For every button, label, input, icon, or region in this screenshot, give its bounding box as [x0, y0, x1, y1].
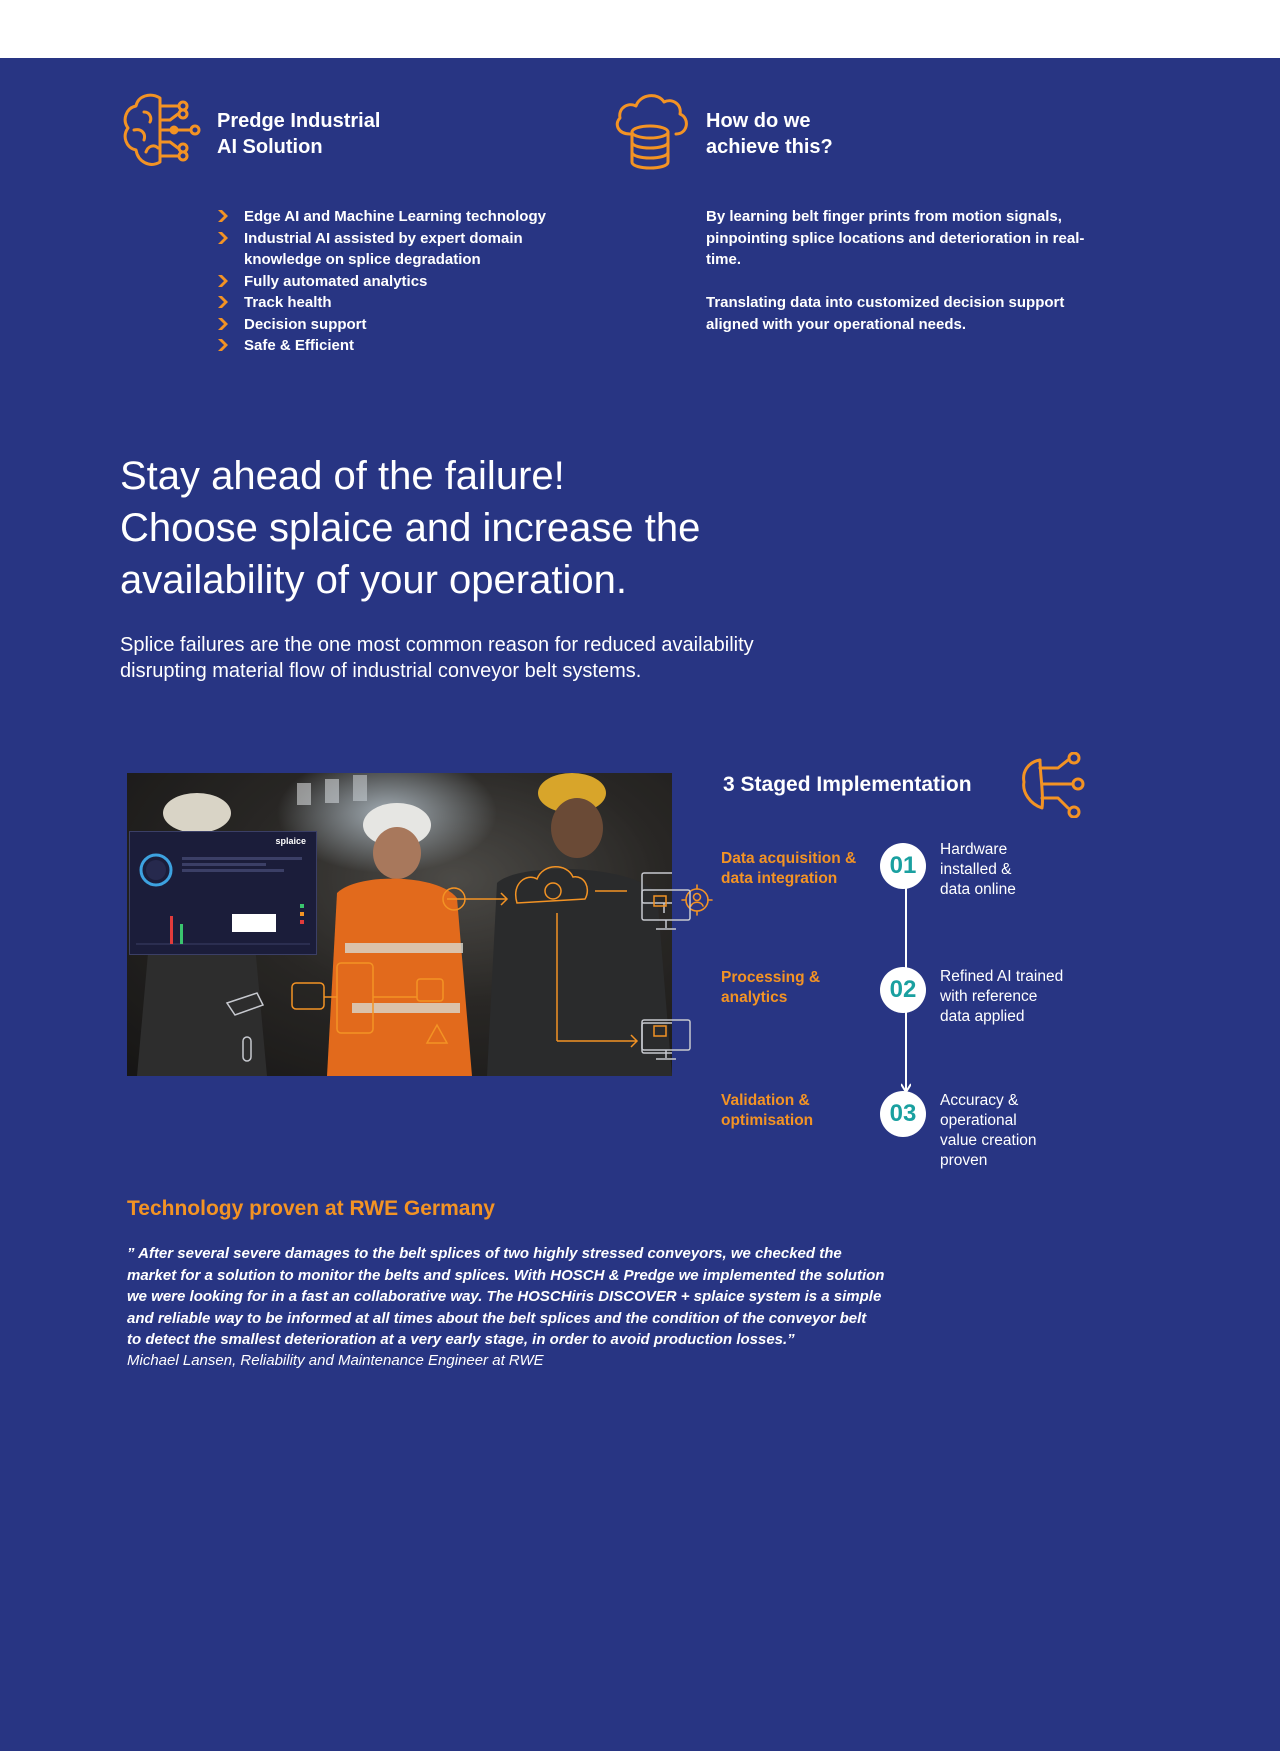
approach-title: How do we achieve this?	[706, 110, 833, 158]
testimonial-quote: ” After several severe damages to the belt splices of two highly stressed conveyors, we checked the market for a solution to monitor the belts and splices. With HOSCH & Predge we implemented the solution we were looking for in a fast an collaborative way. The HOSCHiris DISCOVER + splaice system is a simple and reliable way to be informed at all times about the belt splices and the condition of the conveyor belt to detect the smallest deterioration at a very early stage, in order to avoid production losses.”	[127, 1245, 885, 1348]
solution-title: Predge Industrial AI Solution	[217, 110, 381, 158]
dashboard-brand: splaice	[275, 836, 306, 846]
implementation-title: 3 Staged Implementation	[723, 773, 972, 796]
stage-label: Data acquisition & data integration	[721, 850, 857, 887]
monitor-icon	[640, 888, 692, 932]
stage-number: 01	[880, 843, 926, 889]
approach-paragraph: By learning belt finger prints from motion signals, pinpointing splice locations and deterioration in real-time.	[706, 208, 1085, 268]
approach-paragraph: Translating data into customized decision support aligned with your operational needs.	[706, 294, 1065, 333]
stage-description: Refined AI trained with reference data applied	[940, 968, 1064, 1025]
cloud-database-icon	[610, 88, 692, 170]
solution-bullet-list	[216, 206, 576, 357]
testimonial-author: Michael Lansen, Reliability and Maintenance Engineer at RWE	[127, 1352, 544, 1369]
iot-network-overlay	[127, 773, 672, 1076]
stage-description: Accuracy & operational value creation proven	[940, 1092, 1037, 1169]
stage-label: Validation & optimisation	[721, 1092, 814, 1129]
stage-number: 02	[880, 967, 926, 1013]
network-nodes-icon	[1018, 752, 1086, 818]
hero-headline: Stay ahead of the failure! Choose splaice and increase the availability of your operation.	[120, 454, 701, 602]
approach-text	[706, 206, 1086, 357]
hero-lede: Splice failures are the one most common reason for reduced availability disrupting material flow of industrial conveyor belt systems.	[120, 634, 754, 682]
list-item: Edge AI and Machine Learning technology	[216, 206, 576, 228]
brain-circuit-icon	[120, 90, 202, 172]
list-item: Industrial AI assisted by expert domain knowledge on splice degradation	[216, 228, 576, 271]
stage-description: Hardware installed & data online	[940, 841, 1016, 898]
hero-photo	[127, 773, 672, 1076]
monitor-icon	[640, 1018, 692, 1062]
list-item: Safe & Efficient	[216, 335, 576, 357]
stage-number: 03	[880, 1091, 926, 1137]
list-item: Track health	[216, 292, 576, 314]
stage-label: Processing & analytics	[721, 969, 821, 1006]
list-item: Decision support	[216, 314, 576, 336]
testimonial-title: Technology proven at RWE Germany	[127, 1197, 495, 1220]
list-item: Fully automated analytics	[216, 271, 576, 293]
